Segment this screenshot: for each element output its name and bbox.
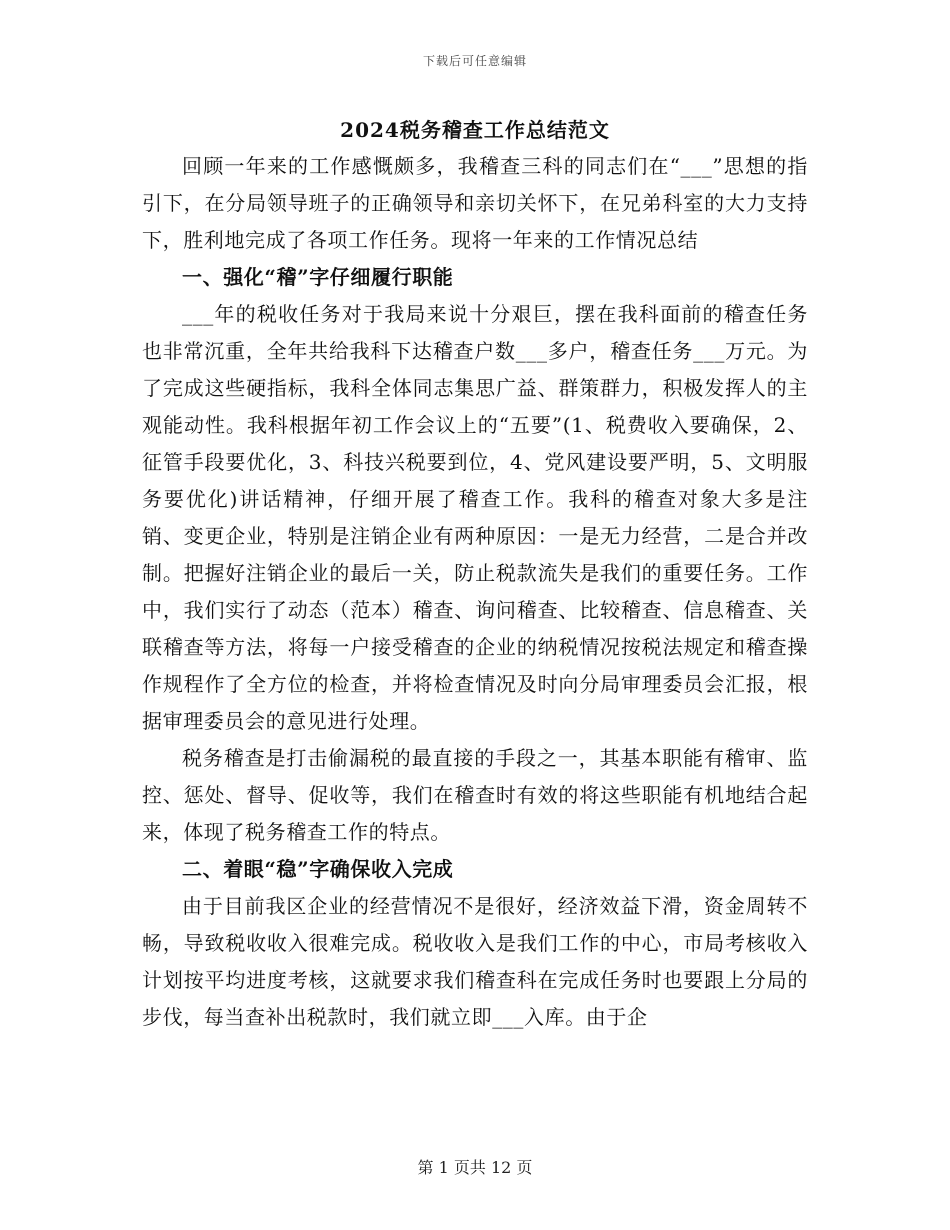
paragraph-section-1-b: 税务稽查是打击偷漏税的最直接的手段之一，其基本职能有稽审、监控、惩处、督导、促收等，我们在稽查时有效的将这些职能有机地结合起来，体现了税务稽查工作的特点。 [142, 746, 808, 844]
page-number: 第 1 页共 12 页 [417, 1158, 533, 1177]
section-heading-2: 二、着眼“稳”字确保收入完成 [182, 857, 454, 881]
section-heading-1: 一、强化“稽”字仔细履行职能 [182, 265, 454, 289]
header-note: 下载后可任意编辑 [422, 54, 527, 68]
document-body [142, 112, 808, 1036]
paragraph-intro: 回顾一年来的工作感慨颇多，我稽查三科的同志们在“___”思想的指引下，在分局领导班子的正确领导和亲切关怀下，在兄弟科室的大力支持下，胜利地完成了各项工作任务。现将一年来的工作情况总结 [142, 154, 808, 252]
paragraph-section-1: ___年的税收任务对于我局来说十分艰巨，摆在我科面前的稽查任务也非常沉重，全年共给我科下达稽查户数___多户，稽查任务___万元。为了完成这些硬指标，我科全体同志集思广益、群策群力，积极发挥人的主观能动性。我科根据年初工作会议上的“五要”(1、税费收入要确保，2、征管手段要优化，3、科技兴税要到位，4、党风建设要严明，5、文明服务要优化)讲话精神，仔细开展了稽查工作。我科的稽查对象大多是注销、变更企业，特别是注销企业有两种原因：一是无力经营，二是合并改制。把握好注销企业的最后一关，防止税款流失是我们的重要任务。工作中，我们实行了动态（范本）稽查、询问稽查、比较稽查、信息稽查、关联稽查等方法，将每一户接受稽查的企业的纳税情况按税法规定和稽查操作规程作了全方位的检查，并将检查情况及时向分局审理委员会汇报，根据审理委员会的意见进行处理。 [142, 302, 808, 733]
paragraph-section-2: 由于目前我区企业的经营情况不是很好，经济效益下滑，资金周转不畅，导致税收收入很难完成。税收收入是我们工作的中心，市局考核收入计划按平均进度考核，这就要求我们稽查科在完成任务时也要跟上分局的步伐，每当查补出税款时，我们就立即___入库。由于企 [142, 894, 808, 1029]
document-title: 2024税务稽查工作总结范文 [340, 118, 610, 142]
